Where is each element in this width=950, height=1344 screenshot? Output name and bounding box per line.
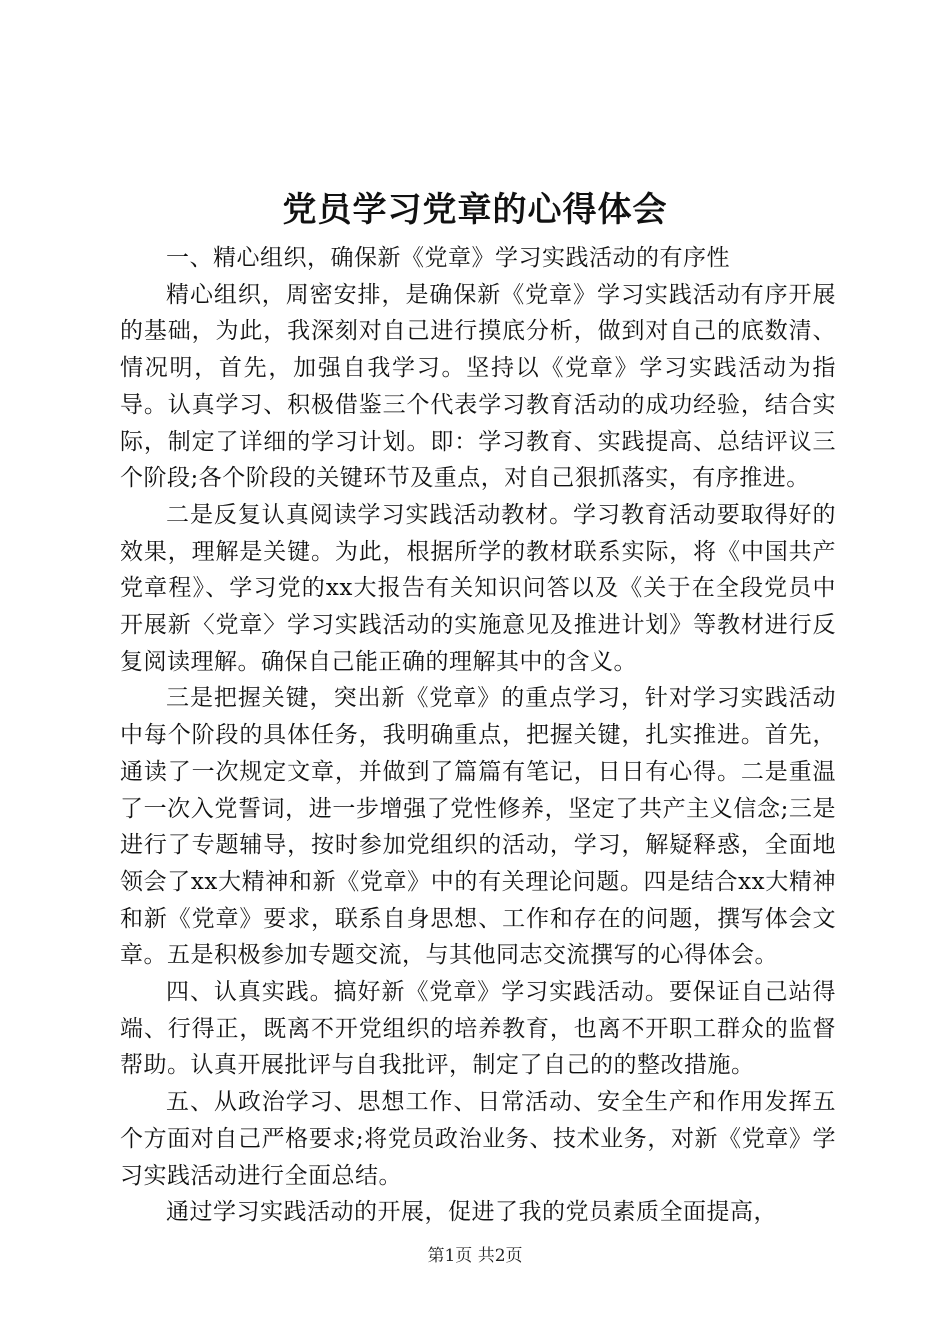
document-body: [120, 240, 836, 1231]
document-title: 党员学习党章的心得体会: [282, 190, 668, 230]
paragraph-reading-materials: 二是反复认真阅读学习实践活动教材。学习教育活动要取得好的效果，理解是关键。为此，根据所学的教材联系实际，将《中国共产党章程》、学习党的xx大报告有关知识问答以及《关于在全段党员中开展新〈党章〉学习实践活动的实施意见及推进计划》等教材进行反复阅读理解。确保自己能正确的理解其中的含义。: [120, 501, 836, 675]
paragraph-section-1-heading: 一、精心组织，确保新《党章》学习实践活动的有序性: [166, 245, 730, 271]
paragraph-organization: 精心组织，周密安排，是确保新《党章》学习实践活动有序开展的基础，为此，我深刻对自己进行摸底分析，做到对自己的底数清、情况明，首先，加强自我学习。坚持以《党章》学习实践活动为指导。认真学习、积极借鉴三个代表学习教育活动的成功经验，结合实际，制定了详细的学习计划。即：学习教育、实践提高、总结评议三个阶段;各个阶段的关键环节及重点，对自己狠抓落实，有序推进。: [120, 281, 836, 492]
page-number-footer: 第1页 共2页: [427, 1246, 523, 1266]
paragraph-conclusion: 通过学习实践活动的开展，促进了我的党员素质全面提高，: [166, 1199, 777, 1226]
paragraph-practice: 四、认真实践。搞好新《党章》学习实践活动。要保证自己站得端、行得正，既离不开党组织的培养教育，也离不开职工群众的监督帮助。认真开展批评与自我批评，制定了自己的的整改措施。: [120, 979, 836, 1079]
paragraph-five-aspects: 五、从政治学习、思想工作、日常活动、安全生产和作用发挥五个方面对自己严格要求;将党员政治业务、技术业务，对新《党章》学习实践活动进行全面总结。: [120, 1089, 836, 1189]
paragraph-key-points: 三是把握关键，突出新《党章》的重点学习，针对学习实践活动中每个阶段的具体任务，我明确重点，把握关键，扎实推进。首先，通读了一次规定文章，并做到了篇篇有笔记，日日有心得。二是重温了一次入党誓词，进一步增强了党性修养，坚定了共产主义信念;三是进行了专题辅导，按时参加党组织的活动，学习，解疑释惑，全面地领会了xx大精神和新《党章》中的有关理论问题。四是结合xx大精神和新《党章》要求，联系自身思想、工作和存在的问题，撰写体会文章。五是积极参加专题交流，与其他同志交流撰写的心得体会。: [120, 685, 836, 969]
